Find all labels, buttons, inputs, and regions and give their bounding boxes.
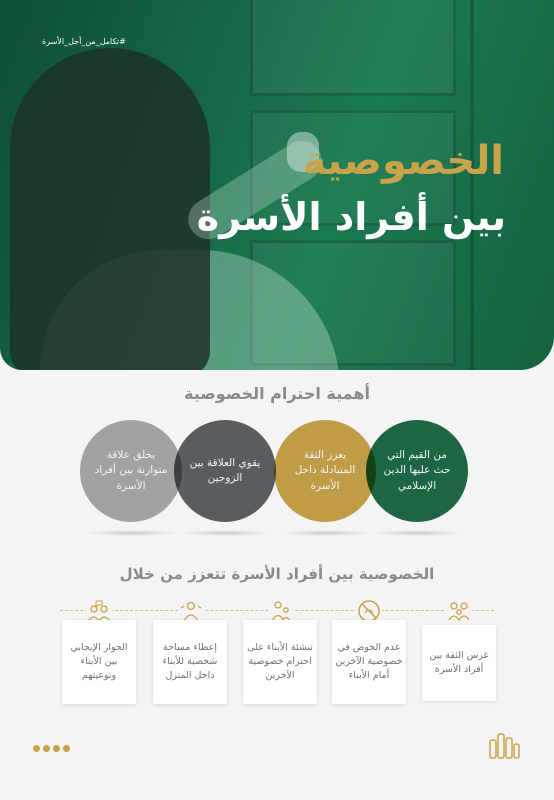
social-icon[interactable]	[63, 745, 70, 752]
circle-shadow	[86, 530, 178, 536]
social-icons	[33, 745, 70, 752]
circle-label: من القيم التي حث عليها الدين الإسلامي	[383, 449, 451, 492]
enhance-card-personal-space	[153, 620, 227, 704]
circle-label: يخلق علاقة متوازنة بين أفراد الأسرة	[94, 449, 168, 492]
enhance-card-no-gossip	[332, 620, 406, 704]
circle-spouses-relation	[174, 420, 276, 522]
card-label: عدم الخوض في خصوصية الآخرين أمام الأبناء	[335, 642, 403, 681]
circle-shadow	[372, 530, 464, 536]
hero-subtitle: بين أفراد الأسرة	[196, 195, 506, 239]
enhance-card-trust	[422, 625, 496, 701]
girl-silhouette	[10, 48, 210, 370]
importance-title: أهمية احترام الخصوصية	[184, 384, 370, 403]
door-edge	[470, 0, 474, 370]
circle-label: يقوي العلاقة بين الزوجين	[189, 456, 261, 484]
enhance-card-upbringing	[243, 620, 317, 704]
circle-shadow	[180, 530, 272, 536]
circle-label: يعزز الثقة المتبادلة داخل الأسرة	[294, 449, 356, 492]
circle-shadow	[280, 530, 372, 536]
card-label: تنشئة الأبناء على احترام خصوصية الآخرين	[247, 642, 313, 681]
hero-title: الخصوصية	[302, 138, 504, 184]
circle-balanced-relation	[80, 420, 182, 522]
enhance-card-dialogue	[62, 620, 136, 704]
card-label: إعطاء مساحة شخصية للأبناء داخل المنزل	[162, 642, 218, 681]
door-panel-top	[250, 0, 456, 96]
enhance-title: الخصوصية بين أفراد الأسرة تتعزز من خلال	[119, 565, 435, 583]
circle-islamic-values	[366, 420, 468, 522]
organization-logo	[486, 728, 522, 764]
family-icon	[446, 598, 472, 624]
social-icon[interactable]	[43, 745, 50, 752]
social-icon[interactable]	[53, 745, 60, 752]
card-label: الحوار الإيجابي بين الأبناء وتوعيتهم	[70, 642, 128, 681]
hero-banner	[0, 0, 554, 370]
card-label: غرس الثقة بين أفراد الأسرة	[429, 650, 489, 675]
circle-mutual-trust	[274, 420, 376, 522]
hashtag: #تكامل_من_أجل_الأسرة	[42, 37, 126, 46]
social-icon[interactable]	[33, 745, 40, 752]
